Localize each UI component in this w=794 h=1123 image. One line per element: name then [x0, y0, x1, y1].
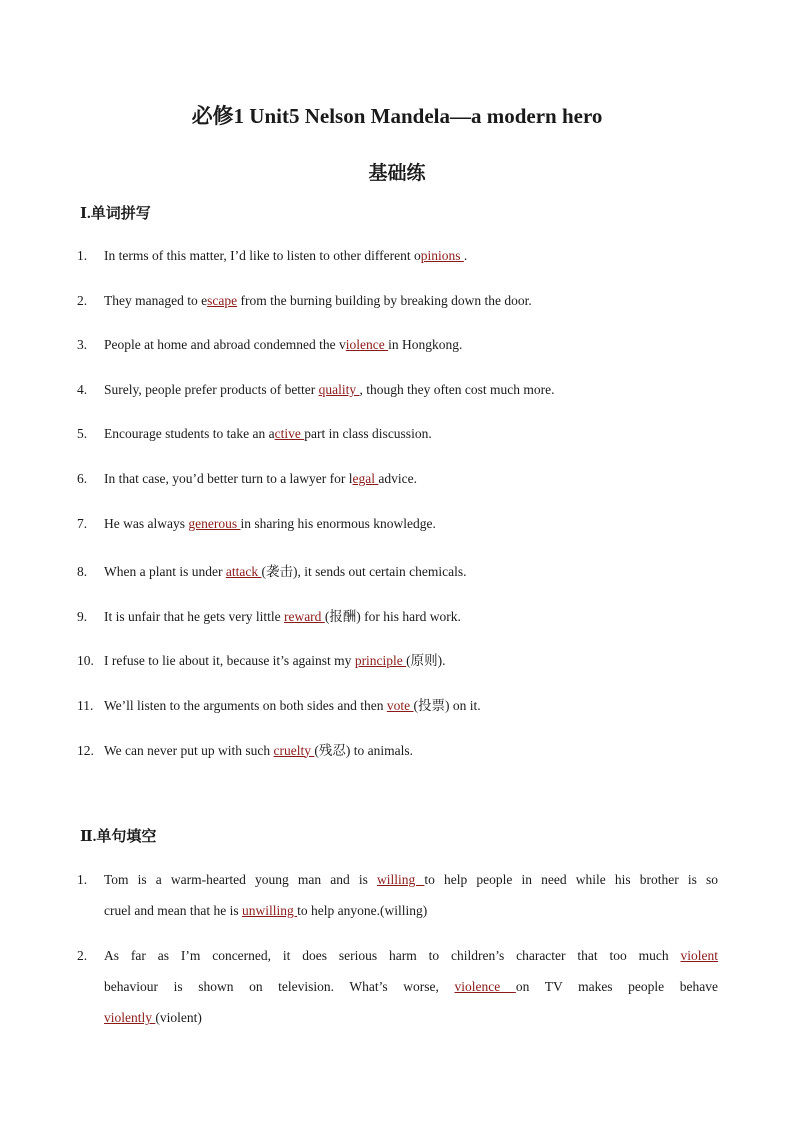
answer-blank: violent: [680, 948, 718, 963]
answer-blank: generous: [188, 515, 241, 531]
answer-blank: willing: [377, 872, 425, 887]
question-text: I refuse to lie about it, because it’s against my: [104, 653, 355, 669]
answer-blank: attack: [225, 564, 262, 580]
question-text: As far as I’m concerned, it does serious harm to children’s character that too much: [104, 948, 681, 963]
question-text: When a plant is under: [104, 564, 226, 580]
question-number: 9.: [77, 608, 88, 624]
question-number: 6.: [77, 471, 88, 486]
list-item: [77, 382, 717, 398]
list-item: [77, 471, 717, 487]
question-text: , though they often cost much more.: [359, 381, 555, 397]
question-text: on TV makes people behave: [515, 979, 718, 994]
answer-blank: iolence: [345, 337, 389, 353]
section-2-heading: Ⅱ.单句填空: [80, 829, 157, 845]
question-number: 5.: [77, 426, 88, 442]
question-number: 1.: [77, 248, 88, 263]
question-text: We can never put up with such: [104, 742, 274, 758]
list-item: [77, 694, 717, 714]
answer-blank: reward: [283, 608, 325, 624]
question-text: (袭击), it sends out certain chemicals.: [261, 564, 467, 580]
question-text: part in class discussion.: [304, 426, 432, 442]
question-text: People at home and abroad condemned the v: [104, 337, 346, 353]
list-item: [77, 739, 717, 759]
list-item: [77, 248, 717, 264]
question-line: [104, 948, 718, 964]
question-number: 11.: [77, 698, 94, 713]
question-number: 1.: [77, 872, 88, 887]
list-item: [77, 560, 717, 580]
answer-blank: principle: [354, 653, 407, 669]
question-line: [104, 872, 718, 888]
question-line: [104, 1010, 718, 1026]
list-item: [77, 516, 717, 532]
document-title: 必修1 Unit5 Nelson Mandela—a modern hero: [191, 104, 603, 128]
question-text: We’ll listen to the arguments on both sides and then: [104, 698, 387, 713]
question-number: 12.: [77, 742, 94, 758]
question-number: 8.: [77, 564, 88, 580]
question-text: (violent): [155, 1010, 202, 1025]
question-number: 2.: [77, 948, 88, 963]
question-text: Tom is a warm-hearted young man and is: [104, 872, 378, 887]
question-text: .: [463, 248, 468, 263]
question-text: Encourage students to take an a: [104, 426, 275, 442]
question-text: behaviour is shown on television. What’s worse,: [104, 979, 455, 994]
question-text: to help people in need while his brother is so: [424, 872, 718, 887]
question-number: 4.: [77, 381, 88, 397]
question-text: In that case, you’d better turn to a lawyer for l: [104, 471, 353, 486]
answer-blank: quality: [318, 381, 360, 397]
question-number: 3.: [77, 337, 88, 353]
question-text: (投票) on it.: [413, 698, 481, 713]
question-text: (报酬) for his hard work.: [324, 608, 461, 624]
question-text: cruel and mean that he is: [104, 903, 242, 918]
list-item: [77, 649, 717, 669]
list-item: [77, 337, 717, 353]
question-line: [104, 979, 718, 995]
question-text: in Hongkong.: [388, 337, 463, 353]
answer-blank: violence: [454, 979, 516, 994]
section-1-heading: Ⅰ.单词拼写: [80, 206, 151, 222]
question-text: (原则).: [406, 653, 446, 669]
answer-blank: unwilling: [241, 903, 298, 918]
list-item: [77, 605, 717, 625]
answer-blank: vote: [386, 698, 414, 713]
question-text: advice.: [378, 471, 418, 486]
question-text: He was always: [104, 515, 189, 531]
question-text: They managed to e: [104, 292, 208, 308]
question-text: (残忍) to animals.: [314, 742, 413, 758]
answer-blank: cruelty: [273, 742, 315, 758]
question-text: from the burning building by breaking down the door.: [237, 292, 532, 308]
answer-blank: egal: [352, 471, 379, 486]
question-number: 2.: [77, 292, 88, 308]
list-item: [77, 293, 717, 309]
answer-blank: pinions: [420, 248, 464, 263]
question-text: to help anyone.(willing): [297, 903, 428, 918]
list-item: [77, 426, 717, 442]
question-line: [104, 903, 718, 919]
question-text: It is unfair that he gets very little: [104, 608, 284, 624]
answer-blank: scape: [207, 292, 238, 308]
question-text: In terms of this matter, I’d like to listen to other different o: [104, 248, 421, 263]
question-number: 7.: [77, 515, 88, 531]
question-text: Surely, people prefer products of better: [104, 381, 319, 397]
question-number: 10.: [77, 653, 94, 669]
answer-blank: violently: [104, 1010, 156, 1025]
answer-blank: ctive: [274, 426, 305, 442]
question-text: in sharing his enormous knowledge.: [240, 515, 436, 531]
document-subtitle: 基础练: [368, 163, 426, 184]
